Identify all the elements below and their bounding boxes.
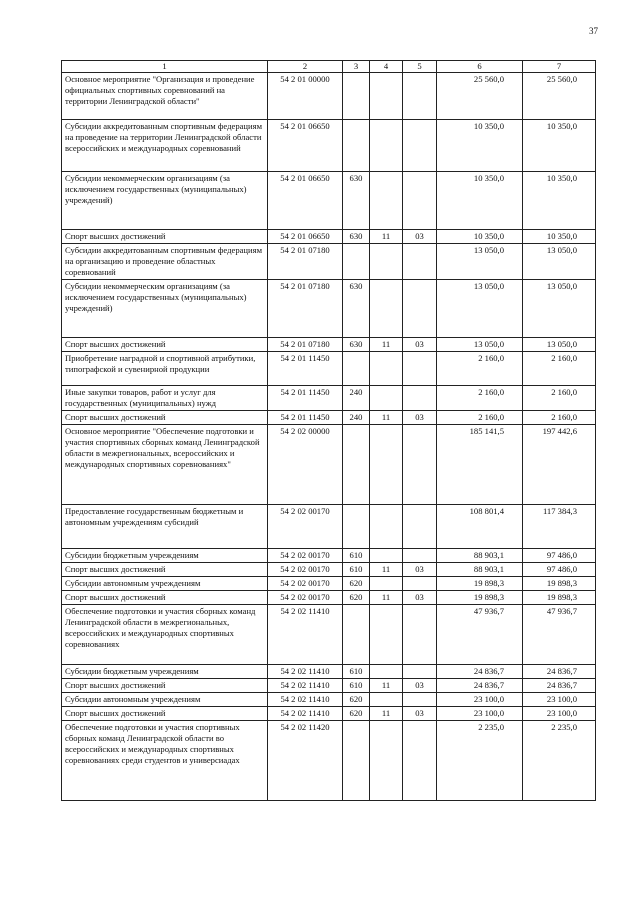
cell-amount-year2: 19 898,3 — [523, 577, 596, 591]
cell-amount-year1: 47 936,7 — [437, 605, 523, 665]
cell-subsection — [403, 549, 437, 563]
cell-amount-year2: 2 160,0 — [523, 411, 596, 425]
cell-section — [370, 386, 403, 411]
cell-name: Основное мероприятие "Организация и проведение официальных спортивных соревнований на территории Ленинградской области" — [62, 73, 268, 120]
cell-subsection: 03 — [403, 591, 437, 605]
table-row — [62, 73, 596, 120]
cell-amount-year1: 10 350,0 — [437, 230, 523, 244]
header-cell: 6 — [437, 61, 523, 73]
cell-amount-year2: 10 350,0 — [523, 230, 596, 244]
cell-expense-type: 620 — [343, 577, 370, 591]
table-row — [62, 386, 596, 411]
cell-section — [370, 693, 403, 707]
cell-amount-year2: 47 936,7 — [523, 605, 596, 665]
table-row — [62, 352, 596, 386]
table-row — [62, 591, 596, 605]
cell-amount-year2: 25 560,0 — [523, 73, 596, 120]
cell-subsection: 03 — [403, 679, 437, 693]
cell-amount-year1: 88 903,1 — [437, 549, 523, 563]
cell-code: 54 2 02 11410 — [268, 665, 343, 679]
cell-amount-year2: 13 050,0 — [523, 244, 596, 280]
cell-name: Приобретение наградной и спортивной атрибутики, типографской и сувенирной продукции — [62, 352, 268, 386]
budget-table — [61, 60, 596, 801]
cell-expense-type: 240 — [343, 386, 370, 411]
cell-expense-type: 630 — [343, 230, 370, 244]
table-row — [62, 244, 596, 280]
header-cell: 1 — [62, 61, 268, 73]
cell-expense-type: 620 — [343, 693, 370, 707]
table-header-row — [62, 61, 596, 73]
cell-code: 54 2 01 11450 — [268, 386, 343, 411]
cell-code: 54 2 01 07180 — [268, 280, 343, 338]
cell-amount-year2: 13 050,0 — [523, 280, 596, 338]
table-row — [62, 120, 596, 172]
cell-amount-year2: 23 100,0 — [523, 693, 596, 707]
cell-amount-year1: 24 836,7 — [437, 665, 523, 679]
cell-amount-year1: 23 100,0 — [437, 707, 523, 721]
cell-code: 54 2 02 00000 — [268, 425, 343, 505]
cell-amount-year1: 10 350,0 — [437, 172, 523, 230]
header-cell: 7 — [523, 61, 596, 73]
cell-section — [370, 120, 403, 172]
cell-section — [370, 352, 403, 386]
cell-amount-year2: 97 486,0 — [523, 563, 596, 577]
table-body — [62, 61, 596, 801]
cell-section: 11 — [370, 411, 403, 425]
header-cell: 2 — [268, 61, 343, 73]
cell-section: 11 — [370, 563, 403, 577]
cell-expense-type: 610 — [343, 679, 370, 693]
cell-code: 54 2 01 11450 — [268, 411, 343, 425]
table-row — [62, 665, 596, 679]
cell-name: Спорт высших достижений — [62, 230, 268, 244]
table-row — [62, 577, 596, 591]
cell-amount-year2: 13 050,0 — [523, 338, 596, 352]
table-row — [62, 230, 596, 244]
cell-subsection: 03 — [403, 707, 437, 721]
cell-expense-type — [343, 120, 370, 172]
cell-subsection — [403, 505, 437, 549]
table-row — [62, 721, 596, 801]
cell-section — [370, 577, 403, 591]
cell-amount-year2: 19 898,3 — [523, 591, 596, 605]
cell-name: Субсидии некоммерческим организациям (за исключением государственных (муниципальных) учреждений) — [62, 280, 268, 338]
cell-name: Спорт высших достижений — [62, 338, 268, 352]
cell-code: 54 2 01 06650 — [268, 230, 343, 244]
cell-subsection — [403, 693, 437, 707]
cell-section: 11 — [370, 707, 403, 721]
cell-name: Спорт высших достижений — [62, 563, 268, 577]
cell-section — [370, 721, 403, 801]
cell-code: 54 2 01 06650 — [268, 172, 343, 230]
cell-subsection — [403, 721, 437, 801]
table-row — [62, 172, 596, 230]
cell-amount-year1: 2 160,0 — [437, 386, 523, 411]
cell-section — [370, 605, 403, 665]
cell-subsection — [403, 665, 437, 679]
cell-name: Спорт высших достижений — [62, 707, 268, 721]
cell-amount-year1: 2 235,0 — [437, 721, 523, 801]
cell-amount-year1: 23 100,0 — [437, 693, 523, 707]
cell-code: 54 2 02 11410 — [268, 707, 343, 721]
cell-subsection — [403, 120, 437, 172]
cell-section — [370, 425, 403, 505]
cell-subsection — [403, 577, 437, 591]
cell-subsection: 03 — [403, 338, 437, 352]
table-row — [62, 605, 596, 665]
cell-subsection: 03 — [403, 563, 437, 577]
header-cell: 5 — [403, 61, 437, 73]
table-row — [62, 411, 596, 425]
cell-code: 54 2 01 07180 — [268, 338, 343, 352]
cell-amount-year1: 10 350,0 — [437, 120, 523, 172]
cell-name: Предоставление государственным бюджетным и автономным учреждениям субсидий — [62, 505, 268, 549]
table-row — [62, 280, 596, 338]
cell-amount-year2: 10 350,0 — [523, 172, 596, 230]
cell-subsection: 03 — [403, 230, 437, 244]
cell-amount-year2: 2 160,0 — [523, 386, 596, 411]
cell-section: 11 — [370, 679, 403, 693]
cell-amount-year1: 2 160,0 — [437, 352, 523, 386]
cell-expense-type: 610 — [343, 665, 370, 679]
cell-amount-year2: 2 235,0 — [523, 721, 596, 801]
cell-expense-type — [343, 244, 370, 280]
table-row — [62, 338, 596, 352]
cell-amount-year2: 97 486,0 — [523, 549, 596, 563]
cell-amount-year1: 88 903,1 — [437, 563, 523, 577]
cell-name: Основное мероприятие "Обеспечение подготовки и участия спортивных сборных команд Ленинградской области в межрегиональных, всероссийских и международных спортивных соревнованиях" — [62, 425, 268, 505]
cell-name: Субсидии бюджетным учреждениям — [62, 549, 268, 563]
cell-name: Спорт высших достижений — [62, 411, 268, 425]
cell-section: 11 — [370, 338, 403, 352]
header-cell: 3 — [343, 61, 370, 73]
header-cell: 4 — [370, 61, 403, 73]
cell-code: 54 2 02 11420 — [268, 721, 343, 801]
cell-expense-type: 630 — [343, 172, 370, 230]
cell-code: 54 2 02 11410 — [268, 679, 343, 693]
cell-expense-type — [343, 605, 370, 665]
cell-subsection — [403, 352, 437, 386]
cell-amount-year2: 24 836,7 — [523, 679, 596, 693]
cell-code: 54 2 01 07180 — [268, 244, 343, 280]
cell-amount-year1: 185 141,5 — [437, 425, 523, 505]
cell-name: Субсидии аккредитованным спортивным федерациям на организацию и проведение областных соревнований — [62, 244, 268, 280]
cell-section — [370, 505, 403, 549]
cell-code: 54 2 02 00170 — [268, 591, 343, 605]
cell-amount-year1: 108 801,4 — [437, 505, 523, 549]
cell-code: 54 2 02 11410 — [268, 693, 343, 707]
cell-code: 54 2 02 11410 — [268, 605, 343, 665]
cell-expense-type: 630 — [343, 338, 370, 352]
cell-expense-type — [343, 425, 370, 505]
cell-code: 54 2 01 00000 — [268, 73, 343, 120]
cell-section — [370, 665, 403, 679]
cell-section — [370, 172, 403, 230]
cell-code: 54 2 02 00170 — [268, 563, 343, 577]
cell-amount-year2: 197 442,6 — [523, 425, 596, 505]
table-row — [62, 505, 596, 549]
cell-subsection — [403, 605, 437, 665]
cell-code: 54 2 01 06650 — [268, 120, 343, 172]
cell-name: Обеспечение подготовки и участия спортивных сборных команд Ленинградской области во всероссийских и международных спортивных соревнованиях среди студентов и универсиадах — [62, 721, 268, 801]
cell-subsection — [403, 172, 437, 230]
cell-name: Обеспечение подготовки и участия сборных команд Ленинградской области в межрегиональных, всероссийских и международных спортивных соревнованиях — [62, 605, 268, 665]
cell-section — [370, 549, 403, 563]
table-row — [62, 693, 596, 707]
cell-amount-year2: 117 384,3 — [523, 505, 596, 549]
cell-expense-type: 620 — [343, 707, 370, 721]
cell-amount-year1: 19 898,3 — [437, 591, 523, 605]
cell-expense-type: 620 — [343, 591, 370, 605]
table-row — [62, 679, 596, 693]
cell-code: 54 2 02 00170 — [268, 577, 343, 591]
cell-name: Иные закупки товаров, работ и услуг для государственных (муниципальных) нужд — [62, 386, 268, 411]
cell-name: Субсидии бюджетным учреждениям — [62, 665, 268, 679]
cell-amount-year2: 24 836,7 — [523, 665, 596, 679]
cell-amount-year2: 10 350,0 — [523, 120, 596, 172]
cell-subsection — [403, 425, 437, 505]
cell-expense-type — [343, 352, 370, 386]
cell-expense-type: 610 — [343, 549, 370, 563]
cell-subsection — [403, 386, 437, 411]
table-row — [62, 707, 596, 721]
cell-amount-year1: 19 898,3 — [437, 577, 523, 591]
cell-code: 54 2 02 00170 — [268, 549, 343, 563]
cell-amount-year1: 2 160,0 — [437, 411, 523, 425]
cell-amount-year1: 13 050,0 — [437, 244, 523, 280]
cell-name: Субсидии аккредитованным спортивным федерациям на проведение на территории Ленинградской области всероссийских и международных соревнований — [62, 120, 268, 172]
cell-name: Субсидии некоммерческим организациям (за исключением государственных (муниципальных) учреждений) — [62, 172, 268, 230]
table-row — [62, 425, 596, 505]
page-number: 37 — [589, 26, 598, 36]
cell-amount-year1: 25 560,0 — [437, 73, 523, 120]
cell-name: Субсидии автономным учреждениям — [62, 577, 268, 591]
cell-amount-year1: 24 836,7 — [437, 679, 523, 693]
cell-expense-type: 610 — [343, 563, 370, 577]
cell-name: Спорт высших достижений — [62, 679, 268, 693]
cell-subsection: 03 — [403, 411, 437, 425]
cell-amount-year1: 13 050,0 — [437, 280, 523, 338]
cell-expense-type: 240 — [343, 411, 370, 425]
cell-expense-type — [343, 721, 370, 801]
cell-amount-year2: 23 100,0 — [523, 707, 596, 721]
cell-expense-type — [343, 73, 370, 120]
cell-code: 54 2 01 11450 — [268, 352, 343, 386]
cell-amount-year1: 13 050,0 — [437, 338, 523, 352]
table-row — [62, 549, 596, 563]
cell-section — [370, 280, 403, 338]
cell-name: Спорт высших достижений — [62, 591, 268, 605]
cell-expense-type — [343, 505, 370, 549]
cell-section: 11 — [370, 591, 403, 605]
cell-amount-year2: 2 160,0 — [523, 352, 596, 386]
cell-expense-type: 630 — [343, 280, 370, 338]
cell-name: Субсидии автономным учреждениям — [62, 693, 268, 707]
cell-section — [370, 244, 403, 280]
cell-subsection — [403, 244, 437, 280]
cell-subsection — [403, 73, 437, 120]
cell-code: 54 2 02 00170 — [268, 505, 343, 549]
cell-section: 11 — [370, 230, 403, 244]
table-row — [62, 563, 596, 577]
cell-section — [370, 73, 403, 120]
cell-subsection — [403, 280, 437, 338]
